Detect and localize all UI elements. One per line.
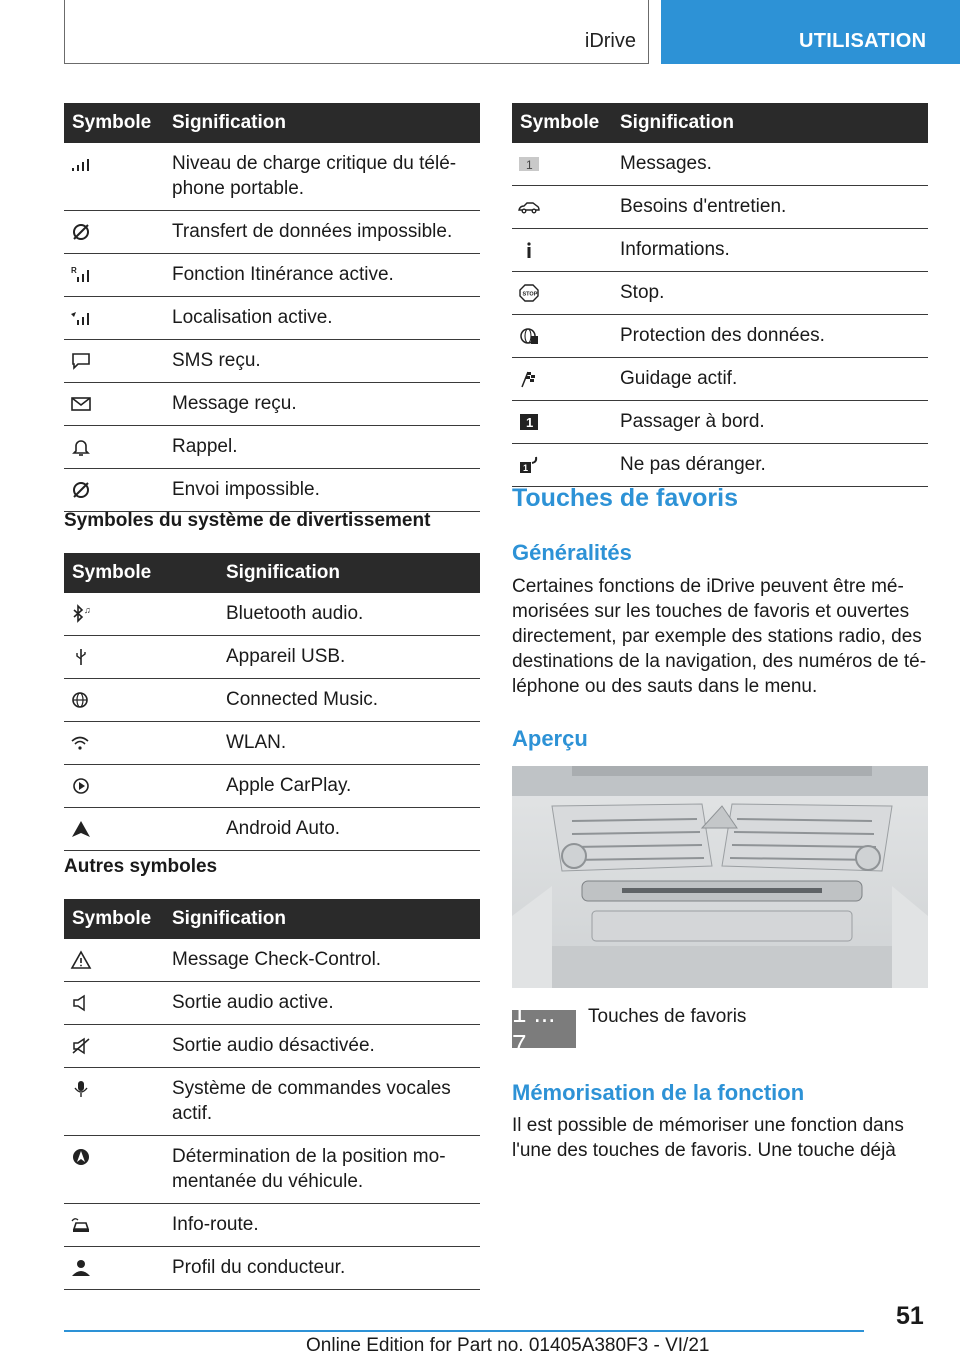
col-meaning-header: Signification (164, 103, 480, 143)
footer-divider (64, 1330, 864, 1332)
col-symbol-header: Symbole (64, 899, 164, 939)
traffic-info-icon (70, 1215, 92, 1235)
col-symbol-header: Symbole (512, 103, 612, 143)
table-cell: Guidage actif. (612, 358, 928, 401)
table-row (64, 765, 480, 808)
table-cell: Message reçu. (164, 383, 480, 426)
connected-music-icon (70, 690, 92, 710)
memorisation-title: Mémorisation de la fonction (512, 1080, 805, 1105)
checkered-flag-icon (518, 369, 540, 389)
svg-text:1: 1 (526, 414, 534, 430)
table-cell: Messages. (612, 143, 928, 186)
table-row (64, 636, 480, 679)
table-row (512, 358, 928, 401)
favorite-keys-caption: Touches de favoris (588, 1006, 747, 1027)
table-header-row (64, 553, 480, 593)
message-count-icon (518, 154, 540, 174)
svg-text:♫: ♫ (84, 604, 91, 615)
table-cell: Passager à bord. (612, 401, 928, 444)
table-row (64, 383, 480, 426)
table-row (64, 469, 480, 512)
table-row (64, 982, 480, 1025)
status-symbols-table (512, 103, 928, 487)
page-number: 51 (896, 1302, 924, 1330)
table-cell: Niveau de charge critique du télé-phone portable. (164, 143, 480, 211)
table-cell: Sortie audio désactivée. (164, 1025, 480, 1068)
table-cell: Rappel. (164, 426, 480, 469)
table-row (64, 1204, 480, 1247)
table-cell: Stop. (612, 272, 928, 315)
warning-triangle-icon (70, 950, 92, 970)
usb-icon (70, 647, 92, 667)
table-row (512, 401, 928, 444)
bluetooth-audio-icon (70, 604, 92, 624)
svg-text:R: R (71, 265, 77, 275)
table-cell: Info-route. (164, 1204, 480, 1247)
table-cell: SMS reçu. (164, 340, 480, 383)
passenger-icon (518, 412, 540, 432)
table-row (64, 1136, 480, 1204)
col-meaning-header: Signification (164, 899, 480, 939)
table-cell: Localisation active. (164, 297, 480, 340)
col-meaning-header: Signification (612, 103, 928, 143)
table-row (64, 679, 480, 722)
table-row (64, 593, 480, 636)
entertainment-heading: Symboles du système de divertissement (64, 510, 431, 531)
carplay-icon (70, 776, 92, 796)
signal-low-icon (70, 154, 92, 174)
header-section: iDrive (584, 30, 636, 52)
location-signal-icon (70, 308, 92, 328)
table-cell: Android Auto. (218, 808, 480, 851)
table-cell: Appareil USB. (218, 636, 480, 679)
table-cell: Bluetooth audio. (218, 593, 480, 636)
other-symbols-heading: Autres symboles (64, 856, 218, 877)
table-row (64, 1247, 480, 1290)
table-cell: Besoins d'entretien. (612, 186, 928, 229)
generalites-title: Généralités (512, 540, 632, 565)
table-header-row (512, 103, 928, 143)
info-icon (518, 240, 540, 260)
no-data-icon (70, 222, 92, 242)
bell-icon (70, 437, 92, 457)
table-row (64, 297, 480, 340)
table-cell: Fonction Itinérance active. (164, 254, 480, 297)
dashboard-photo (512, 766, 928, 988)
android-auto-icon (70, 819, 92, 839)
table-row (64, 426, 480, 469)
table-row (512, 186, 928, 229)
header-tab-label: UTILISATION (799, 30, 927, 52)
table-cell: Détermination de la position mo-mentanée du véhicule. (164, 1136, 480, 1204)
car-service-icon (518, 197, 540, 217)
table-row (64, 1068, 480, 1136)
data-protection-icon (518, 326, 540, 346)
svg-text:STOP: STOP (522, 291, 538, 298)
table-row (64, 143, 480, 211)
wlan-icon (70, 733, 92, 753)
favorite-keys-badge: 1 ... 7 (512, 1010, 576, 1048)
speaker-off-icon (70, 1036, 92, 1056)
speaker-icon (70, 993, 92, 1013)
table-cell: Sortie audio active. (164, 982, 480, 1025)
table-cell: Système de commandes vocales actif. (164, 1068, 480, 1136)
no-send-icon (70, 480, 92, 500)
header-tab (661, 0, 960, 64)
table-cell: WLAN. (218, 722, 480, 765)
table-cell: Profil du conducteur. (164, 1247, 480, 1290)
table-cell: Protection des données. (612, 315, 928, 358)
table-cell: Ne pas déranger. (612, 444, 928, 487)
stop-icon (518, 283, 540, 303)
col-symbol-header: Symbole (64, 103, 164, 143)
driver-profile-icon (70, 1258, 92, 1278)
table-row (512, 229, 928, 272)
table-cell: Connected Music. (218, 679, 480, 722)
table-row (512, 272, 928, 315)
roaming-signal-icon (70, 265, 92, 285)
table-cell: Envoi impossible. (164, 469, 480, 512)
table-row (64, 211, 480, 254)
favorites-title: Touches de favoris (512, 484, 738, 512)
sms-bubble-icon (70, 351, 92, 371)
table-row (512, 143, 928, 186)
table-header-row (64, 899, 480, 939)
memorisation-text: Il est possible de mémoriser une fonction dans l'une des touches de favoris. Une touche déjà (512, 1115, 904, 1161)
table-header-row (64, 103, 480, 143)
col-meaning-header: Signification (218, 553, 480, 593)
table-cell: Informations. (612, 229, 928, 272)
table-cell: Apple CarPlay. (218, 765, 480, 808)
table-row (64, 254, 480, 297)
footer-edition: Online Edition for Part no. 01405A380F3 - VI/21 (306, 1335, 710, 1356)
envelope-icon (70, 394, 92, 414)
table-row (64, 340, 480, 383)
table-row (64, 808, 480, 851)
table-row (512, 315, 928, 358)
table-row (64, 1025, 480, 1068)
table-row (512, 444, 928, 487)
svg-text:1: 1 (523, 462, 529, 473)
table-row (64, 722, 480, 765)
table-row (64, 939, 480, 982)
other-symbols-table (64, 899, 480, 1290)
header-frame (64, 0, 649, 64)
phone-symbols-table (64, 103, 480, 512)
table-cell: Message Check-Control. (164, 939, 480, 982)
position-icon (70, 1147, 92, 1167)
col-symbol-header: Symbole (64, 553, 218, 593)
entertainment-symbols-table (64, 553, 480, 851)
microphone-icon (70, 1079, 92, 1099)
do-not-disturb-icon (518, 455, 540, 475)
svg-text:1: 1 (526, 157, 533, 172)
table-cell: Transfert de données impossible. (164, 211, 480, 254)
generalites-text: Certaines fonctions de iDrive peuvent être mé-morisées sur les touches de favoris et ouvertes directement, par exemple des stations radio, des destinations de la navigation, des numéros de té-léphone ou des sauts dans le menu. (512, 576, 927, 697)
apercu-title: Aperçu (512, 726, 588, 751)
